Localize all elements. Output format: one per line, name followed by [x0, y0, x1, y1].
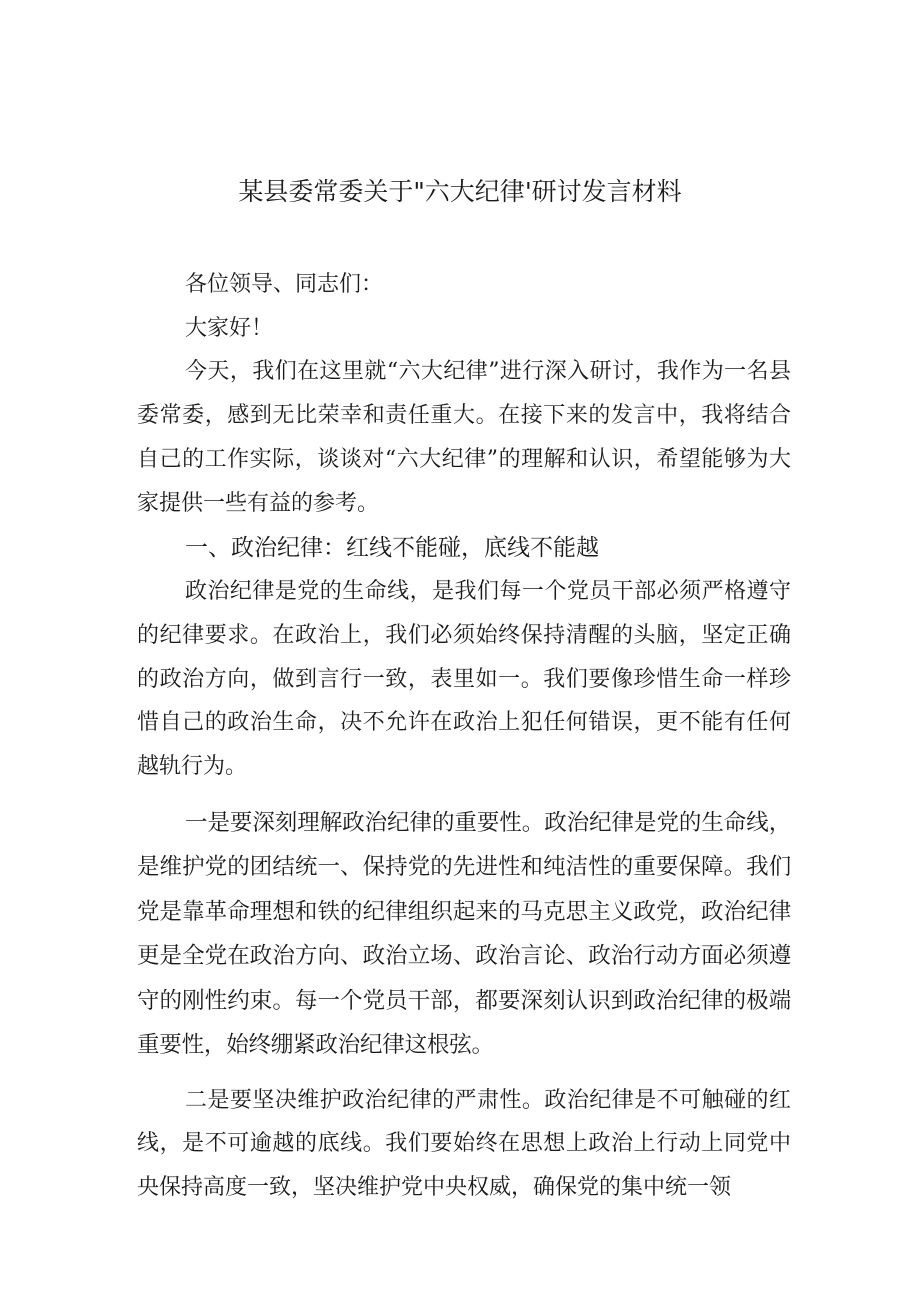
section-body-political-discipline: 政治纪律是党的生命线，是我们每一个党员干部必须严格遵守的纪律要求。在政治上，我们必须始终保持清醒的头脑，坚定正确的政治方向，做到言行一致，表里如一。我们要像珍惜生命一样珍惜自己的政治生命，决不允许在政治上犯任何错误，更不能有任何越轨行为。 — [137, 579, 791, 780]
document-body — [137, 263, 791, 1210]
point-two-paragraph: 二是要坚决维护政治纪律的严肃性。政治纪律是不可触碰的红线，是不可逾越的底线。我们要始终在思想上政治上行动上同党中央保持高度一致，坚决维护党中央权威，确保党的集中统一领 — [137, 1087, 791, 1201]
greeting-paragraph: 各位领导、同志们： — [185, 272, 384, 297]
section-heading-political-discipline: 一、政治纪律：红线不能碰，底线不能越 — [185, 535, 599, 562]
document-title: 某县委常委关于"六大纪律'研讨发言材料 — [238, 177, 682, 206]
point-one-paragraph: 一是要深刻理解政治纪律的重要性。政治纪律是党的生命线，是维护党的团结统一、保持党的先进性和纯洁性的重要保障。我们党是靠革命理想和铁的纪律组织起来的马克思主义政党，政治纪律更是全党在政治方向、政治立场、政治言论、政治行动方面必须遵守的刚性约束。每一个党员干部，都要深刻认识到政治纪律的极端重要性，始终绷紧政治纪律这根弦。 — [137, 809, 791, 1059]
hello-paragraph: 大家好！ — [185, 315, 274, 341]
intro-paragraph: 今天，我们在这里就“六大纪律”进行深入研讨，我作为一名县委常委，感到无比荣幸和责任重大。在接下来的发言中，我将结合自己的工作实际，谈谈对“六大纪律”的理解和认识，希望能够为大家提供一些有益的参考。 — [137, 359, 791, 516]
